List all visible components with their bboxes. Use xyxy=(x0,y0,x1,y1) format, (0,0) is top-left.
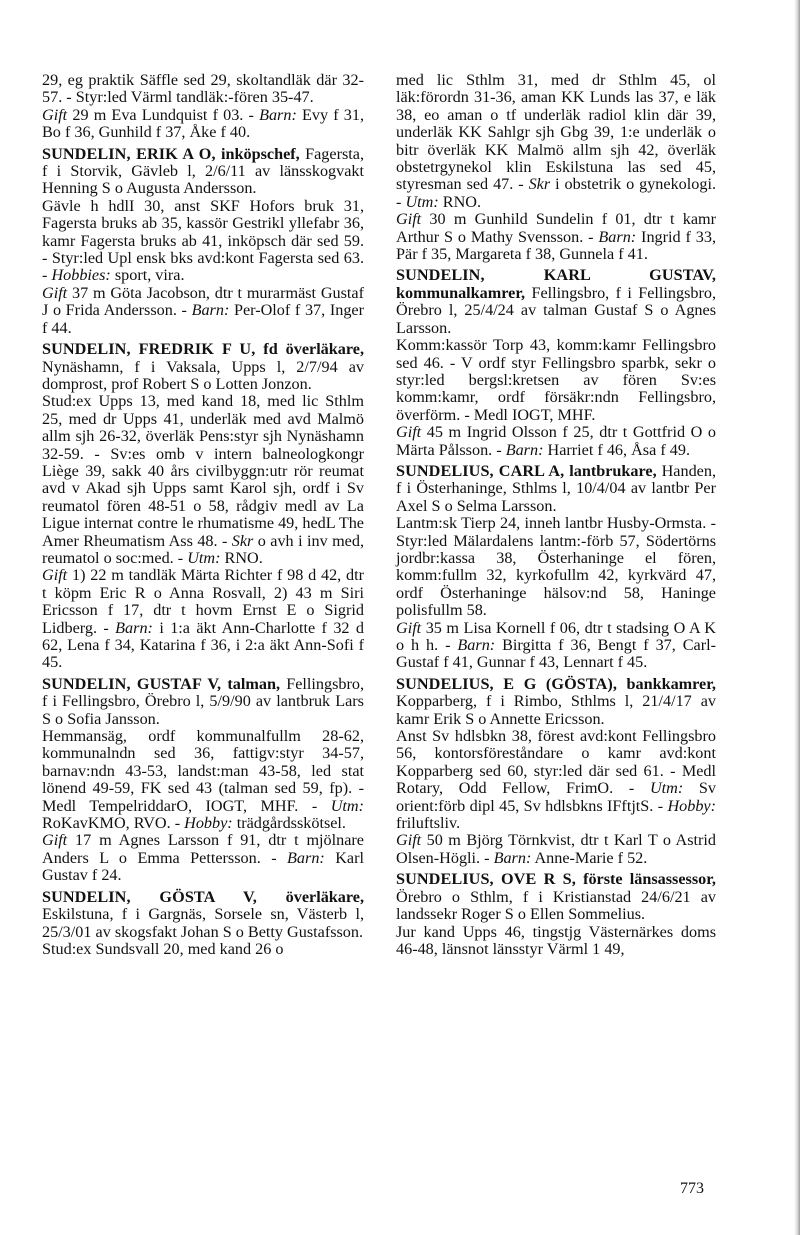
entry-family xyxy=(42,832,364,884)
skr-label: Skr xyxy=(528,175,551,194)
entry-intro: Kopparberg, f i Rimbo, Sthlms l, 21/4/17 av kamr Erik S o Annette Ericsson. xyxy=(396,692,716,728)
entry-sundelin-erik xyxy=(42,146,364,337)
gift-label: Gift xyxy=(396,618,422,637)
entry-title: lantbrukare, xyxy=(564,461,657,480)
entry-name: SUNDELIN, KARL GUSTAV, xyxy=(396,266,716,285)
hobby-label: Hobby: xyxy=(667,796,716,815)
continuation-family xyxy=(396,211,716,263)
continuation-entry xyxy=(396,72,716,263)
entry-career xyxy=(42,393,364,567)
children-text: Birgitta f 36, Bengt f 37, Carl-Gustaf f 41, Gunnar f 43, Lennart f 45. xyxy=(396,636,717,672)
hobby-label: Hobby: xyxy=(184,814,233,833)
career-text: Anst Sv hdlsbkn 38, förest avd:kont Fellingsbro 56, kontorsföreståndare o kamr avd:kont Kopparberg sed 60, styr:led där sed 61. - Medl Rotary, Odd Fellow, FrimO. - xyxy=(396,727,716,798)
career-text: Stud:ex Sundsvall 20, med kand 26 o xyxy=(42,939,284,958)
continuation-career xyxy=(42,72,364,107)
barn-label: Barn: xyxy=(493,848,532,867)
entry-career xyxy=(396,337,716,424)
entry-title: kommunalkamrer, xyxy=(396,283,526,302)
entry-intro: Örebro o Sthlm, f i Kristianstad 24/6/21 av landssekr Roger S o Ellen Sommelius. xyxy=(396,887,716,924)
skr-label: Skr xyxy=(231,531,254,550)
page-edge xyxy=(794,0,800,1235)
entry-intro: Fellingsbro, f i Fellingsbro, Örebro l, 5/9/90 av lantbruk Lars S o Sofia Jansson. xyxy=(42,674,364,728)
entry-heading xyxy=(42,676,364,728)
continuation-family xyxy=(42,107,364,142)
entry-intro: Fagersta, f i Storvik, Gävleb l, 2/6/11 av länsskogvakt Henning S o Augusta Andersson. xyxy=(42,144,364,198)
career-text: Komm:kassör Torp 43, komm:kamr Fellingsbro sed 46. - V ordf styr Fellingsbro sparbk, sekr o styr:led bergsl:kretsen av fören Sv:es komm:kamr, ordf försäkr:ndn Fellingsbro, överförm. - Medl IOGT, MHF. xyxy=(396,336,716,424)
entry-career xyxy=(396,728,716,832)
family-text: 50 m Björg Törnkvist, dtr t Karl T o Astrid Olsen-Högli. - xyxy=(396,831,716,867)
page-number: 773 xyxy=(680,1180,704,1197)
entry-intro: Nynäshamn, f i Vaksala, Upps l, 2/7/94 av domprost, prof Robert S o Lotten Jonzon. xyxy=(42,357,364,393)
utm-label: Utm: xyxy=(330,796,364,815)
entry-intro: Fellingsbro, f i Fellingsbro, Örebro l, 25/4/24 av talman Gustaf S o Agnes Larsson. xyxy=(396,283,716,337)
continuation-career xyxy=(396,72,716,211)
gift-label: Gift xyxy=(42,566,68,585)
barn-label: Barn: xyxy=(287,848,325,867)
entry-heading xyxy=(42,341,364,393)
career-text: Stud:ex Upps 13, med kand 18, med lic Sthlm 25, med dr Upps 41, underläk med avd Malmö allm sjh 26-32, överläk Pens:styr sjh Nynäshamn 32-59. - Sv:es omb v intern balneologkongr Liège 39, sakk 40 års civilbyggn:utr rör reumat avd v Akad sjh Upps samt Karol sjh, ordf i Sv reumatol fören 48-51 o 58, rådgiv medl av La Ligue internat contre le rhumatisme 49, hedL The Amer Rheumatism Ass 48. - xyxy=(42,392,364,550)
entry-career xyxy=(42,728,364,832)
gift-label: Gift xyxy=(42,105,68,124)
barn-label: Barn: xyxy=(259,105,297,124)
entry-sundelin-gosta xyxy=(42,889,364,959)
entry-sundelius-gosta xyxy=(396,676,716,867)
entry-heading xyxy=(396,676,716,728)
entry-title: fd överläkare, xyxy=(255,340,364,359)
entry-career xyxy=(396,515,716,619)
family-text: 1) 22 m tandläk Märta Richter f 98 d 42, dtr t köpm Eric R o Anna Rosvall, 2) 43 m Siri Ericsson f 17, dtr t hovm Ernst E o Sigrid Lidberg. - xyxy=(42,566,364,637)
entry-family xyxy=(396,832,716,867)
entry-name: SUNDELIUS, CARL A, xyxy=(396,461,565,480)
barn-label: Barn: xyxy=(598,227,637,246)
entry-name: SUNDELIN, GÖSTA V, xyxy=(42,887,257,906)
entry-intro: Eskilstuna, f i Gargnäs, Sorsele sn, Västerb l, 25/3/01 av skogsfakt Johan S o Betty Gustafsson. xyxy=(42,905,364,941)
career-tail: RoKavKMO, RVO. - xyxy=(42,814,185,833)
gift-label: Gift xyxy=(396,423,422,442)
children-text: i 1:a äkt Ann-Charlotte f 32 d 62, Lena f 34, Katarina f 36, i 2:a äkt Ann-Sofi f 45. xyxy=(42,618,364,672)
family-text: 45 m Ingrid Olsson f 25, dtr t Gottfrid O o Märta Pålsson. - xyxy=(396,423,716,459)
barn-label: Barn: xyxy=(457,636,496,654)
entry-family xyxy=(42,285,364,337)
continuation-text-2: i obstetrik o gynekologi. - xyxy=(396,175,717,211)
career-tail: Sv orient:förb dipl 45, Sv hdlsbkns IFftjtS. - xyxy=(396,779,717,815)
entry-title: förste länsassessor, xyxy=(575,870,716,889)
continuation-entry xyxy=(42,72,364,142)
children-text: Per-Olof f 37, Inger f 44. xyxy=(42,301,364,337)
entry-title: talman, xyxy=(221,674,281,693)
family-text: 35 m Lisa Kornell f 06, dtr t stadsing O A K o h h. - xyxy=(396,618,716,654)
barn-label: Barn: xyxy=(505,440,544,459)
entry-family xyxy=(42,567,364,671)
entry-sundelin-karl xyxy=(396,267,716,458)
entry-sundelius-ove xyxy=(396,871,716,958)
gift-label: Gift xyxy=(42,283,68,302)
gift-label: Gift xyxy=(42,831,68,850)
family-text: 37 m Göta Jacobson, dtr t murarmäst Gustaf J o Frida Andersson. - xyxy=(42,283,364,320)
career-tail: o avh i inv med, reumatol o soc:med. - xyxy=(42,531,364,567)
career-tail: sport, vira. xyxy=(110,266,185,285)
family-text: 30 m Gunhild Sundelin f 01, dtr t kamr Arthur S o Mathy Svensson. - xyxy=(396,210,716,246)
left-column xyxy=(42,72,364,958)
entry-heading xyxy=(396,267,716,337)
gift-label: Gift xyxy=(396,831,422,850)
continuation-text: med lic Sthlm 31, med dr Sthlm 45, ol läk:förordn 31-36, aman KK Lunds las 37, e läk 38, eo aman o tf underläk radiol klin där 39, underläk KK Sahlgr sjh Gbg 39, 1:e underläk o bitr överläk KK Malmö allm sjh 42, överläk obstetrgynekol klin Eskilstuna las sed 45, styresman sed 47. - xyxy=(396,71,716,194)
family-text: 17 m Agnes Larsson f 91, dtr t mjölnare Anders L o Emma Pettersson. - xyxy=(42,831,364,867)
entry-career xyxy=(42,941,364,958)
entry-career xyxy=(396,924,716,959)
entry-heading xyxy=(42,889,364,941)
entry-heading xyxy=(396,463,716,515)
family-text: 29 m Eva Lundquist f 03. - xyxy=(67,105,260,124)
entry-sundelius-carl xyxy=(396,463,716,672)
entry-name: SUNDELIN, ERIK A O, xyxy=(42,144,216,163)
entry-family xyxy=(396,424,716,459)
children-text: Anne-Marie f 52. xyxy=(531,848,648,867)
entry-name: SUNDELIN, FREDRIK F U, xyxy=(42,340,256,359)
children-text: Harriet f 46, Åsa f 49. xyxy=(543,440,691,459)
entry-name: SUNDELIN, GUSTAF V, xyxy=(42,674,222,693)
entry-title: inköpschef, xyxy=(215,144,300,163)
entry-family xyxy=(396,620,716,672)
career-text: Jur kand Upps 46, tingstjg Västernärkes doms 46-48, länsnot länsstyr Värml 1 49, xyxy=(396,922,716,958)
children-text: Ingrid f 33, Pär f 35, Margareta f 38, Gunnela f 41. xyxy=(396,227,716,264)
entry-sundelin-gustaf xyxy=(42,676,364,885)
continuation-text: 29, eg praktik Säffle sed 29, skoltandläk där 32-57. - Styr:led Värml tandläk:-fören 35-47. xyxy=(42,71,364,107)
gift-label: Gift xyxy=(396,210,422,229)
entry-career xyxy=(42,198,364,285)
continuation-text-3: RNO. xyxy=(438,192,481,211)
barn-label: Barn: xyxy=(191,301,230,320)
career-text: Gävle h hdlI 30, anst SKF Hofors bruk 31, Fagersta bruks ab 35, kassör Gestrikl yllefabr 36, kamr Fagersta bruks ab 41, inköpsch där sed 59. - Styr:led Upl ensk bks avd:kont Fagersta sed 63. - xyxy=(42,196,364,285)
right-column xyxy=(396,72,716,958)
entry-title: överläkare, xyxy=(256,887,365,906)
entry-heading xyxy=(42,146,364,198)
career-tail2: trädgårdsskötsel. xyxy=(232,814,346,833)
entry-sundelin-fredrik xyxy=(42,341,364,672)
children-text: Evy f 31, Bo f 36, Gunhild f 37, Åke f 40. xyxy=(42,105,364,142)
children-text: Karl Gustav f 24. xyxy=(42,848,365,885)
career-text: Lantm:sk Tierp 24, inneh lantbr Husby-Ormsta. - Styr:led Mälardalens lantm:-förb 57, Södertörns jordbr:kassa 38, Österhaninge el fören, komm:fullm 32, kyrkofullm 42, kyrkvärd 47, ordf Österhaninge hälsov:nd 58, Haninge polisfullm 58. xyxy=(396,514,716,620)
utm-label: Utm: xyxy=(187,548,221,567)
entry-intro: Handen, f i Österhaninge, Sthlms l, 10/4/04 av lantbr Per Axel S o Selma Larsson. xyxy=(396,461,716,515)
entry-title: bankkamrer, xyxy=(617,674,716,693)
entry-name: SUNDELIUS, E G (GÖSTA), xyxy=(396,674,618,693)
utm-label: Utm: xyxy=(405,192,439,211)
career-tail2: friluftsliv. xyxy=(396,814,461,833)
barn-label: Barn: xyxy=(115,618,153,637)
hobbies-label: Hobbies: xyxy=(51,266,111,285)
career-text: Hemmansäg, ordf kommunalfullm 28-62, kommunalndn sed 36, fattigv:styr 34-57, barnav:ndn 43-53, landst:man 43-58, led stat lönend 49-59, FK sed 43 (talman sed 59, fp). - Medl TempelriddarO, IOGT, MHF. - xyxy=(42,727,364,815)
utm-label: Utm: xyxy=(649,779,684,798)
career-tail2: RNO. xyxy=(220,548,263,567)
entry-name: SUNDELIUS, OVE R S, xyxy=(396,870,576,889)
entry-heading xyxy=(396,871,716,923)
